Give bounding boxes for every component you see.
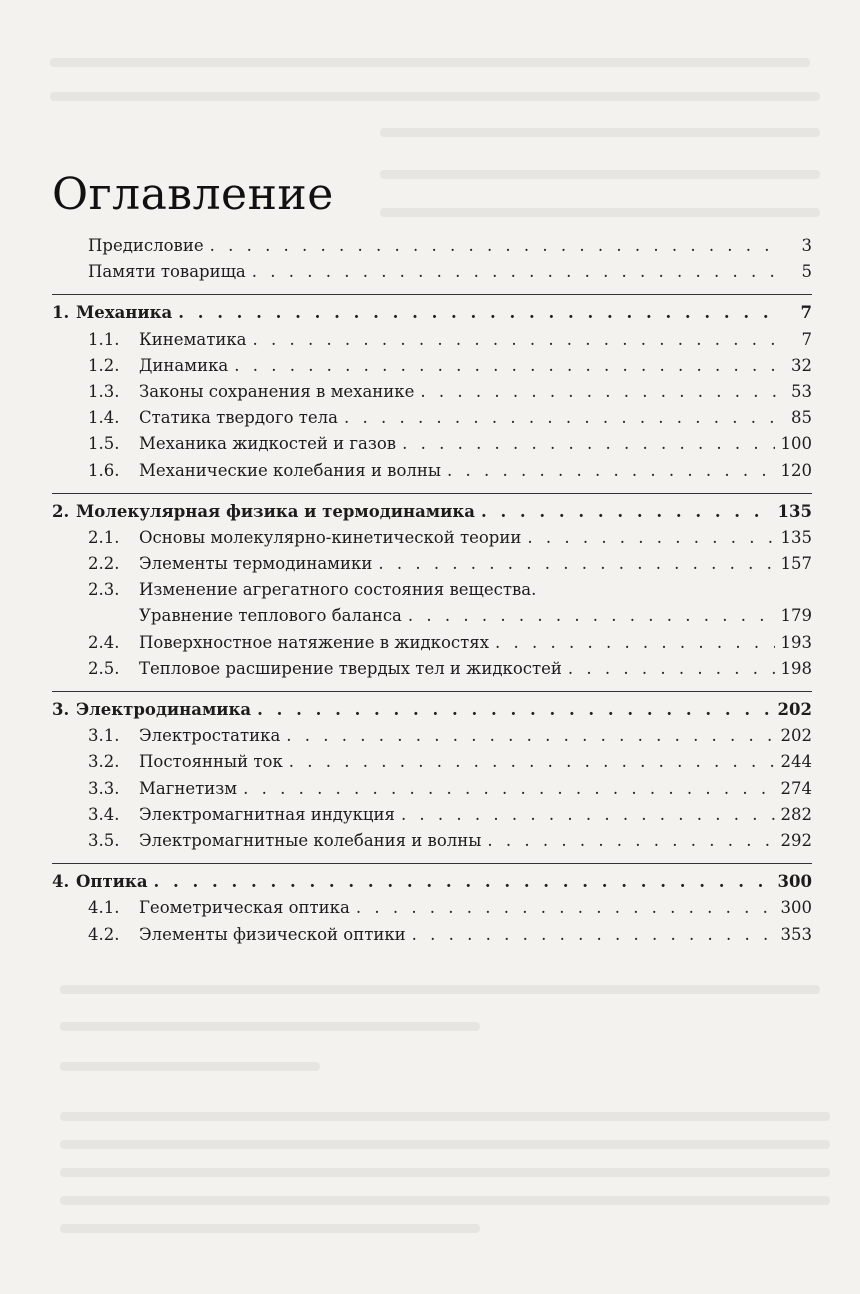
section-number: 3.5. xyxy=(88,830,120,850)
section-page: 7 xyxy=(801,329,812,349)
section-number: 1.4. xyxy=(88,408,120,428)
section-title: Электромагнитная индукция xyxy=(139,804,395,824)
entry-title: Предисловие xyxy=(88,236,204,255)
dot-leader xyxy=(344,408,776,427)
section-title: Элементы физической оптики xyxy=(139,924,406,944)
section-title: Законы сохранения в механике xyxy=(139,381,415,401)
dot-leader xyxy=(210,236,776,255)
section-number: 2.1. xyxy=(88,527,120,547)
section-page: 282 xyxy=(780,804,812,824)
toc-section-2-3-continuation[interactable] xyxy=(52,606,812,632)
section-number: 4.1. xyxy=(88,898,120,918)
table-of-contents xyxy=(52,236,812,951)
separator-rule xyxy=(52,294,812,295)
section-page: 353 xyxy=(780,924,812,944)
chapter-page: 300 xyxy=(777,872,812,892)
toc-section-3-5[interactable] xyxy=(52,831,812,857)
toc-section-3-4[interactable] xyxy=(52,805,812,831)
chapter-title: Механика xyxy=(76,303,173,323)
section-title: Постоянный ток xyxy=(139,752,283,772)
dot-leader xyxy=(178,303,776,322)
toc-chapter-2[interactable] xyxy=(52,502,812,528)
section-number: 2.5. xyxy=(88,658,120,678)
section-title-continuation: Уравнение теплового баланса xyxy=(139,606,402,626)
chapter-number: 4. xyxy=(52,872,70,892)
dot-leader xyxy=(402,434,774,453)
section-title: Механические колебания и волны xyxy=(139,460,442,480)
section-title: Основы молекулярно-кинетической теории xyxy=(139,527,522,547)
section-title: Поверхностное натяжение в жидкостях xyxy=(139,632,490,652)
chapter-page: 7 xyxy=(800,303,812,323)
section-number: 2.2. xyxy=(88,554,120,574)
section-number: 2.3. xyxy=(88,580,120,600)
chapter-number: 1. xyxy=(52,303,70,323)
section-number: 4.2. xyxy=(88,924,120,944)
dot-leader xyxy=(378,554,774,573)
section-title: Статика твердого тела xyxy=(139,408,338,428)
toc-section-2-4[interactable] xyxy=(52,633,812,659)
section-number: 1.3. xyxy=(88,381,120,401)
section-page: 193 xyxy=(780,632,812,652)
toc-section-4-2[interactable] xyxy=(52,925,812,951)
entry-page: 5 xyxy=(801,262,812,282)
chapter-page: 202 xyxy=(777,700,812,719)
toc-section-4-1[interactable] xyxy=(52,898,812,924)
section-page: 32 xyxy=(791,355,812,375)
section-title: Элементы термодинамики xyxy=(139,554,373,574)
dot-leader xyxy=(401,805,775,824)
entry-page: 3 xyxy=(801,236,812,255)
section-number: 1.5. xyxy=(88,434,120,454)
section-title: Электромагнитные колебания и волны xyxy=(139,830,482,850)
section-title: Электростатика xyxy=(139,726,281,746)
toc-section-1-4[interactable] xyxy=(52,408,812,434)
section-title: Изменение агрегатного состояния вещества. xyxy=(139,580,537,600)
toc-section-1-6[interactable] xyxy=(52,461,812,487)
section-page: 202 xyxy=(780,726,812,746)
dot-leader xyxy=(356,898,775,917)
dot-leader xyxy=(412,925,775,944)
dot-leader xyxy=(286,726,774,745)
section-number: 1.6. xyxy=(88,460,120,480)
section-page: 100 xyxy=(780,434,812,454)
dot-leader xyxy=(154,872,772,891)
toc-section-2-5[interactable] xyxy=(52,659,812,685)
toc-section-1-2[interactable] xyxy=(52,356,812,382)
dot-leader xyxy=(420,382,776,401)
dot-leader xyxy=(487,831,774,850)
toc-section-2-3[interactable] xyxy=(52,580,812,606)
toc-section-1-5[interactable] xyxy=(52,434,812,460)
toc-section-3-3[interactable] xyxy=(52,779,812,805)
section-number: 1.2. xyxy=(88,355,120,375)
chapter-title: Молекулярная физика и термодинамика xyxy=(76,501,475,521)
section-number: 3.3. xyxy=(88,778,120,798)
page-title: Оглавление xyxy=(52,169,334,221)
toc-section-1-3[interactable] xyxy=(52,382,812,408)
section-page: 135 xyxy=(780,527,812,547)
section-number: 3.2. xyxy=(88,752,120,772)
section-page: 292 xyxy=(780,830,812,850)
section-title: Механика жидкостей и газов xyxy=(139,434,397,454)
section-title: Динамика xyxy=(139,355,229,375)
section-page: 274 xyxy=(780,778,812,798)
dot-leader xyxy=(481,502,772,521)
toc-section-1-1[interactable] xyxy=(52,330,812,356)
separator-rule xyxy=(52,691,812,692)
toc-section-2-2[interactable] xyxy=(52,554,812,580)
dot-leader xyxy=(252,330,776,349)
toc-section-3-2[interactable] xyxy=(52,752,812,778)
section-page: 300 xyxy=(780,898,812,918)
section-page: 53 xyxy=(791,381,812,401)
section-page: 85 xyxy=(791,408,812,428)
dot-leader xyxy=(495,633,774,652)
dot-leader xyxy=(252,262,776,281)
toc-chapter-3[interactable] xyxy=(52,700,812,726)
dot-leader xyxy=(234,356,776,375)
section-number: 3.1. xyxy=(88,726,120,746)
separator-rule xyxy=(52,863,812,864)
section-number: 1.1. xyxy=(88,329,120,349)
section-page: 120 xyxy=(780,460,812,480)
toc-chapter-4[interactable] xyxy=(52,872,812,898)
chapter-number: 3. xyxy=(52,700,70,719)
chapter-page: 135 xyxy=(777,501,812,521)
section-title: Геометрическая оптика xyxy=(139,898,350,918)
dot-leader xyxy=(568,659,775,678)
toc-chapter-1[interactable] xyxy=(52,303,812,329)
section-number: 3.4. xyxy=(88,804,120,824)
section-page: 244 xyxy=(780,752,812,772)
chapter-title: Электродинамика xyxy=(76,700,252,719)
chapter-title: Оптика xyxy=(76,872,148,892)
dot-leader xyxy=(289,752,775,771)
section-number: 2.4. xyxy=(88,632,120,652)
dot-leader xyxy=(243,779,774,798)
toc-section-2-1[interactable] xyxy=(52,528,812,554)
dot-leader xyxy=(527,528,774,547)
toc-entry-preface[interactable] xyxy=(52,236,812,262)
dot-leader xyxy=(257,700,771,719)
dot-leader xyxy=(447,461,774,480)
toc-section-3-1[interactable] xyxy=(52,726,812,752)
section-page: 157 xyxy=(780,554,812,574)
entry-title: Памяти товарища xyxy=(88,262,246,282)
chapter-number: 2. xyxy=(52,501,70,521)
section-title: Магнетизм xyxy=(139,778,238,798)
section-title: Кинематика xyxy=(139,329,247,349)
separator-rule xyxy=(52,493,812,494)
dot-leader xyxy=(408,606,775,625)
toc-entry-memory[interactable] xyxy=(52,262,812,288)
section-page: 198 xyxy=(780,658,812,678)
section-title: Тепловое расширение твердых тел и жидкостей xyxy=(139,658,562,678)
section-page: 179 xyxy=(780,606,812,626)
